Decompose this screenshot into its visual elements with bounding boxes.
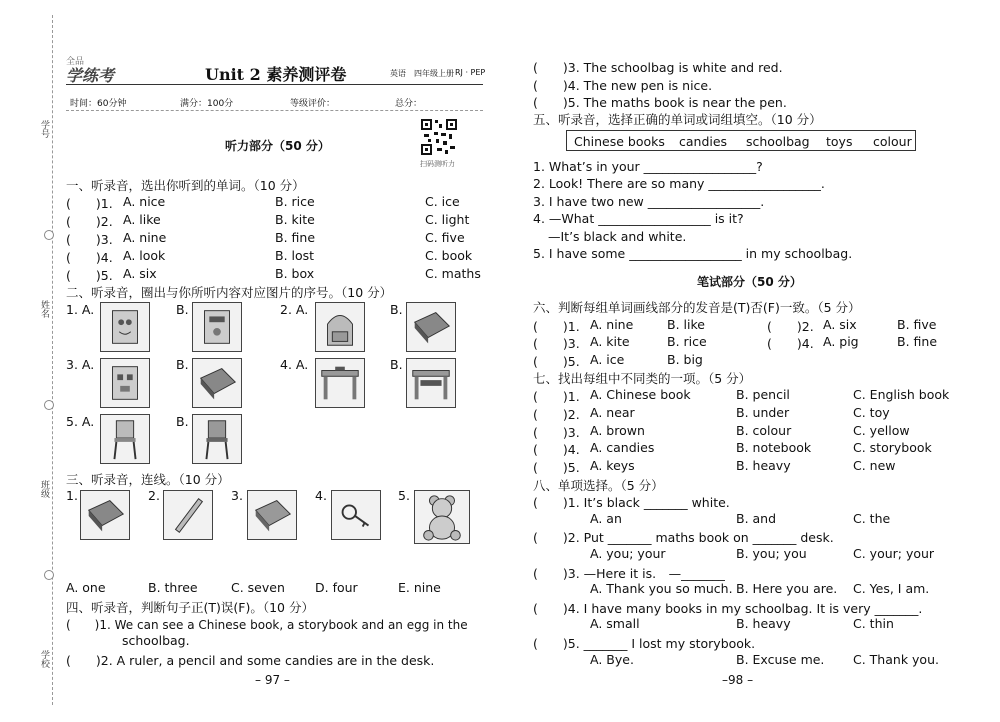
chair-image[interactable] — [100, 414, 150, 464]
option-c: C. storybook — [853, 440, 932, 455]
info-rule — [66, 110, 483, 111]
listening-section-title: 听力部分（50 分） — [225, 139, 330, 153]
option-a: A. like — [123, 212, 161, 227]
mc-question[interactable]: ( )1. It’s black _______ white. — [533, 495, 730, 510]
option-b: B. colour — [736, 423, 792, 438]
book-image[interactable] — [247, 490, 297, 540]
grade-eval-info: 等级评价： — [290, 99, 336, 109]
option-c: C. maths — [425, 266, 481, 281]
option-b: B. pencil — [736, 387, 790, 402]
section-8-title: 八、单项选择。（5 分） — [533, 478, 664, 493]
teddy-bear-image[interactable] — [414, 490, 470, 544]
answer-blank[interactable]: ( )4. — [767, 336, 814, 351]
option-c: C. five — [425, 230, 465, 245]
section-6-title: 六、判断每组单词画线部分的发音是(T)否(F)一致。（5 分） — [533, 300, 861, 315]
word-box-item: schoolbag — [746, 134, 810, 149]
option-c: C. thin — [853, 616, 894, 631]
match-number: 4. — [315, 488, 327, 503]
desk-image[interactable] — [406, 358, 456, 408]
choice-label: B. — [176, 414, 189, 429]
fill-blank-answer: —It’s black and white. — [548, 229, 687, 244]
answer-blank[interactable]: ( )5. — [533, 354, 580, 369]
section-3-title: 三、听录音，连线。（10 分） — [66, 472, 230, 487]
option-a: A. you; your — [590, 546, 666, 561]
option-a: A. brown — [590, 423, 645, 438]
option-b: B. Excuse me. — [736, 652, 825, 667]
choice-label: B. — [390, 357, 403, 372]
book-image[interactable] — [192, 358, 242, 408]
section-1-title: 一、听录音，选出你听到的单词。（10 分） — [66, 178, 305, 193]
match-option: E. nine — [398, 580, 441, 595]
option-b: B. Here you are. — [736, 581, 838, 596]
match-number: 3. — [231, 488, 243, 503]
option-a: A. ice — [590, 352, 625, 367]
fill-blank-question[interactable]: 1. What’s in your __________________? — [533, 159, 763, 174]
edition: RJ · PEP — [455, 68, 486, 77]
option-c: C. the — [853, 511, 891, 526]
answer-blank[interactable]: ( )4. — [533, 442, 580, 457]
option-a: A. Thank you so much. — [590, 581, 733, 596]
qr-code-icon[interactable] — [420, 118, 458, 156]
word-box-item: colour — [873, 134, 912, 149]
option-b: B. heavy — [736, 458, 791, 473]
answer-blank[interactable]: ( )3. — [533, 425, 580, 440]
option-b: B. you; you — [736, 546, 807, 561]
choice-label: 1. A. — [66, 302, 95, 317]
match-option: C. seven — [231, 580, 285, 595]
binding-hole — [44, 230, 54, 240]
option-b: B. rice — [275, 194, 315, 209]
desk-image[interactable] — [315, 358, 365, 408]
match-option: D. four — [315, 580, 358, 595]
answer-blank[interactable]: ( )3. — [533, 336, 580, 351]
option-b: B. five — [897, 317, 937, 332]
section-2-title: 二、听录音，圈出与你所听内容对应图片的序号。（10 分） — [66, 285, 393, 300]
option-c: C. yellow — [853, 423, 910, 438]
option-b: B. kite — [275, 212, 315, 227]
time-info: 时间：60分钟 — [70, 99, 127, 109]
page-number: – 97 – — [255, 673, 290, 687]
option-a: A. look — [123, 248, 166, 263]
option-b: B. like — [667, 317, 705, 332]
section-7-title: 七、找出每组中不同类的一项。（5 分） — [533, 371, 752, 386]
answer-blank[interactable]: ( )1. — [533, 319, 580, 334]
option-a: A. nine — [590, 317, 634, 332]
binder-label-school: 学校 — [39, 650, 49, 668]
binding-line — [52, 15, 53, 705]
choice-label: 3. A. — [66, 357, 95, 372]
chair-image[interactable] — [192, 414, 242, 464]
option-c: C. new — [853, 458, 896, 473]
option-c: C. ice — [425, 194, 460, 209]
answer-blank[interactable]: ( )3. — [66, 232, 113, 247]
total-info: 总分： — [395, 99, 423, 109]
tf-question[interactable]: ( )4. The new pen is nice. — [533, 78, 713, 93]
choice-label: 5. A. — [66, 414, 95, 429]
subject: 英语 — [390, 69, 406, 78]
option-a: A. Bye. — [590, 652, 634, 667]
logo-top: 全品 — [66, 57, 85, 67]
word-box-item: Chinese books — [574, 134, 665, 149]
word-box-item: toys — [826, 134, 853, 149]
option-a: A. nice — [123, 194, 166, 209]
choice-label: B. — [176, 357, 189, 372]
page-number: –98 – — [722, 673, 754, 687]
mc-question[interactable]: ( )5. _______ I lost my storybook. — [533, 636, 756, 651]
option-a: A. pig — [823, 334, 859, 349]
option-a: A. Chinese book — [590, 387, 691, 402]
choice-label: 2. A. — [280, 302, 309, 317]
option-c: C. toy — [853, 405, 890, 420]
full-score-info: 满分：100分 — [180, 99, 234, 109]
option-b: B. box — [275, 266, 315, 281]
option-c: C. English book — [853, 387, 950, 402]
option-a: A. an — [590, 511, 622, 526]
mc-question[interactable]: ( )2. Put _______ maths book on _______ desk. — [533, 530, 834, 545]
book-image[interactable] — [406, 302, 456, 352]
option-b: B. fine — [897, 334, 938, 349]
option-b: B. under — [736, 405, 790, 420]
option-a: A. keys — [590, 458, 635, 473]
book-image[interactable] — [80, 490, 130, 540]
pencil-box-image[interactable] — [100, 358, 150, 408]
pencil-box-image[interactable] — [100, 302, 150, 352]
page-title: Unit 2 素养测评卷 — [205, 65, 347, 84]
match-option: A. one — [66, 580, 106, 595]
answer-blank[interactable]: ( )4. — [66, 250, 113, 265]
answer-blank[interactable]: ( )2. — [66, 214, 113, 229]
option-a: A. candies — [590, 440, 655, 455]
fill-blank-question[interactable]: 4. —What __________________ is it? — [533, 211, 744, 226]
tf-question[interactable]: ( )2. A ruler, a pencil and some candies are in the desk. — [66, 653, 435, 668]
fill-blank-question[interactable]: 2. Look! There are so many __________________. — [533, 176, 825, 191]
option-b: B. notebook — [736, 440, 812, 455]
option-c: C. your; your — [853, 546, 935, 561]
tf-question[interactable]: ( )1. We can see a Chinese book, a storybook and an egg in the — [66, 618, 468, 632]
answer-blank[interactable]: ( )1. — [533, 389, 580, 404]
match-number: 1. — [66, 488, 78, 503]
match-number: 5. — [398, 488, 410, 503]
title-rule — [66, 84, 483, 85]
tf-question-cont: schoolbag. — [122, 633, 190, 648]
qr-caption: 扫码测听力 — [420, 160, 455, 168]
binder-label-student-no: 学号 — [39, 120, 49, 138]
option-b: B. fine — [275, 230, 316, 245]
grade-level: 四年级上册 — [414, 69, 454, 78]
binder-label-class: 班级 — [39, 480, 49, 498]
fill-blank-question[interactable]: 5. I have some __________________ in my schoolbag. — [533, 246, 853, 261]
option-c: C. Thank you. — [853, 652, 939, 667]
answer-blank[interactable]: ( )1. — [66, 196, 113, 211]
answer-blank[interactable]: ( )2. — [533, 407, 580, 422]
option-c: C. light — [425, 212, 470, 227]
option-a: A. small — [590, 616, 640, 631]
match-number: 2. — [148, 488, 160, 503]
option-a: A. six — [823, 317, 857, 332]
option-b: B. big — [667, 352, 703, 367]
match-option: B. three — [148, 580, 198, 595]
mc-question[interactable]: ( )3. —Here it is. —_______ — [533, 566, 725, 581]
choice-label: B. — [390, 302, 403, 317]
answer-blank[interactable]: ( )2. — [767, 319, 814, 334]
key-image[interactable] — [331, 490, 381, 540]
fill-blank-question[interactable]: 3. I have two new __________________. — [533, 194, 765, 209]
binding-hole — [44, 570, 54, 580]
option-b: B. and — [736, 511, 777, 526]
answer-blank[interactable]: ( )5. — [533, 460, 580, 475]
option-b: B. rice — [667, 334, 707, 349]
pencil-box-image[interactable] — [192, 302, 242, 352]
choice-label: B. — [176, 302, 189, 317]
binding-hole — [44, 400, 54, 410]
tf-question[interactable]: ( )5. The maths book is near the pen. — [533, 95, 787, 110]
answer-blank[interactable]: ( )5. — [66, 268, 113, 283]
ruler-image[interactable] — [163, 490, 213, 540]
schoolbag-image[interactable] — [315, 302, 365, 352]
tf-question[interactable]: ( )3. The schoolbag is white and red. — [533, 60, 783, 75]
binder-label-name: 姓名 — [39, 300, 49, 318]
written-section-title: 笔试部分（50 分） — [697, 275, 802, 289]
option-b: B. lost — [275, 248, 315, 263]
option-a: A. six — [123, 266, 157, 281]
mc-question[interactable]: ( )4. I have many books in my schoolbag. It is very _______. — [533, 601, 923, 616]
option-c: C. book — [425, 248, 473, 263]
option-a: A. kite — [590, 334, 630, 349]
option-b: B. heavy — [736, 616, 791, 631]
logo: 学练考 — [66, 66, 115, 85]
option-c: C. Yes, I am. — [853, 581, 930, 596]
word-box-item: candies — [679, 134, 728, 149]
section-5-title: 五、听录音，选择正确的单词或词组填空。（10 分） — [533, 112, 822, 127]
section-4-title: 四、听录音，判断句子正(T)误(F)。（10 分） — [66, 600, 314, 615]
option-a: A. nine — [123, 230, 167, 245]
option-a: A. near — [590, 405, 635, 420]
choice-label: 4. A. — [280, 357, 309, 372]
